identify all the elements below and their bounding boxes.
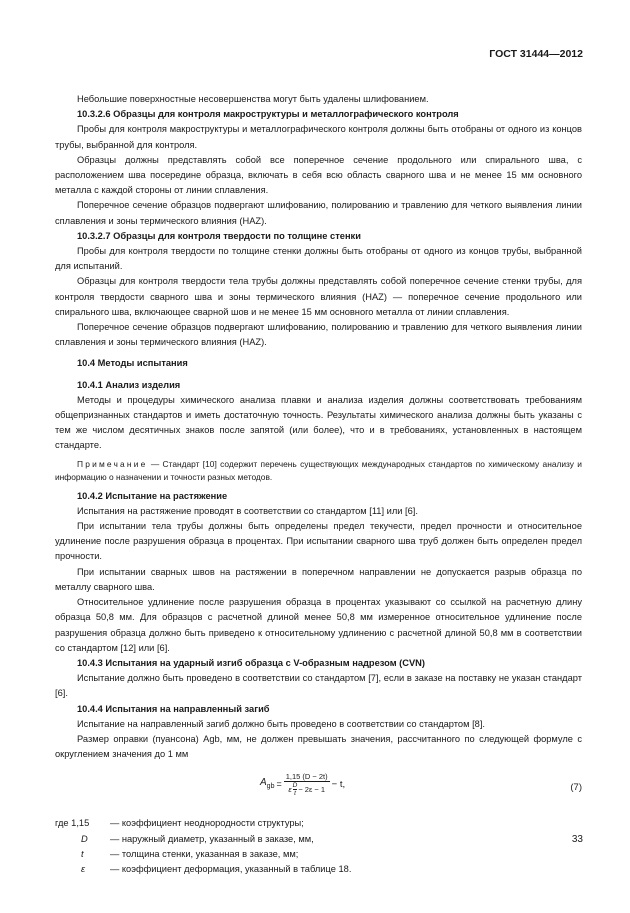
formula-tail: − t, [331, 779, 346, 791]
page-number: 33 [571, 834, 583, 845]
legend-description: — коэффициент неоднородности структуры; [110, 818, 304, 829]
legend-description: — толщина стенки, указанная в заказе, мм; [110, 848, 299, 859]
legend-symbol: ε [81, 863, 86, 874]
section-heading: 10.3.2.6 Образцы для контроля макроструктуры и металлографического контроля [77, 109, 459, 120]
body-paragraph: Методы и процедуры химического анализа плавки и анализа изделия должны соответствовать требованиям общепризнанных стандартов и иметь достаточную точность. Результаты химического анализа должны быть указаны с тем же числом десятичных знаков после запятой (или более), что и в требованиях, установленных в настоящем стандарте. [55, 394, 582, 451]
formula-number: (7) [570, 782, 582, 794]
section-heading: 10.3.2.7 Образцы для контроля твердости по толщине стенки [77, 230, 361, 241]
section-heading: 10.4.2 Испытание на растяжение [77, 490, 228, 501]
body-paragraph: Пробы для контроля макроструктуры и металлографического контроля должны быть отобраны от одного из концов трубы, выбранной для контроля. [55, 124, 582, 150]
legend-row [55, 816, 582, 831]
body-paragraph: Поперечное сечение образцов подвергают шлифованию, полированию и травлению для четкого выявления линии сплавления и зоны термического влияния (HAZ). [55, 200, 582, 226]
legend-symbol: где 1,15 [55, 818, 90, 829]
formula-legend [55, 816, 582, 877]
formula-numerator: 1,15 (D − 2t) [285, 772, 328, 782]
body-paragraph: Поперечное сечение образцов подвергают шлифованию, полированию и травлению для четкого выявления линии сплавления и зоны термического влияния (HAZ). [55, 322, 582, 348]
body-paragraph: При испытании сварных швов на растяжении в поперечном направлении не допускается разрыв образца по металлу сварного шва. [55, 566, 582, 592]
legend-symbol: D [81, 833, 88, 844]
legend-row [55, 862, 582, 877]
section-heading: 10.4.3 Испытания на ударный изгиб образца с V-образным надрезом (CVN) [77, 657, 425, 668]
body-paragraph: Небольшие поверхностные несовершенства могут быть удалены шлифованием. [77, 94, 429, 104]
legend-description: — коэффициент деформация, указанный в таблице 18. [110, 863, 352, 874]
body-paragraph: Относительное удлинение после разрушения образца в процентах указывают со ссылкой на расчетную длину образца 50,8 мм. Для образцов с расчетной длиной менее 50,8 мм измеренное относительное удлинение после разрушения образца должно быть приведено к относительному удлинению с расчетной длиной 50,8 мм в соответствии со стандартом [12] или [6]. [55, 597, 582, 653]
formula-fraction [284, 772, 330, 797]
formula-equals: = [276, 779, 282, 790]
body-paragraph: Пробы для контроля твердости по толщине стенки должны быть отобраны от одного из концов трубы, выбранной для испытаний. [55, 246, 582, 272]
legend-row [55, 832, 582, 847]
formula-denominator: ε $\frac{D}{t}$ − 2ε − 1 [288, 782, 326, 798]
formula-7 [55, 766, 582, 810]
body-paragraph: Испытание должно быть проведено в соответствии со стандартом [7], если в заказе на поставку не указан стандарт [6]. [55, 673, 582, 699]
note-text: — Стандарт [10] содержит перечень существующих международных стандартов по химическому анализу и информацию о назначении и точности разных методов. [55, 458, 582, 483]
body-paragraph: Испытание на направленный загиб должно быть проведено в соответствии со стандартом [8]. [77, 718, 485, 729]
body-paragraph: Испытания на растяжение проводят в соответствии со стандартом [11] или [6]. [77, 505, 418, 516]
formula-expression [260, 772, 345, 797]
body-paragraph: Образцы должны представлять собой все поперечное сечение продольного или спирального шва, с расположением шва посередине образца, включать в себя всю область сварного шва и не менее 15 мм основного металла с каждой стороны от линии сплавления. [55, 154, 582, 196]
note-label: Примечание [77, 458, 148, 469]
document-header: ГОСТ 31444—2012 [489, 48, 583, 60]
section-heading: 10.4.1 Анализ изделия [77, 379, 181, 390]
note-paragraph [55, 458, 582, 485]
legend-description: — наружный диаметр, указанный в заказе, мм, [110, 833, 314, 844]
body-paragraph: При испытании тела трубы должны быть определены предел текучести, предел прочности и относительное удлинение после разрушения образца в процентах. При испытании сварного шва труб должен быть определен предел прочности. [55, 521, 582, 562]
legend-symbol: t [81, 848, 84, 859]
section-heading: 10.4.4 Испытания на направленный загиб [77, 703, 270, 714]
document-body [55, 92, 582, 877]
body-paragraph: Образцы для контроля твердости тела трубы должны представлять собой поперечное сечение стенки трубы, для контроля твердости сварного шва и зоны термического влияния (HAZ) — поперечное сечение продольного или спирального шва, включающее сварной шов и не менее 15 мм основного металла от линии сплавления. [55, 276, 582, 317]
body-paragraph: Размер оправки (пуансона) Agb, мм, не должен превышать значения, рассчитанного по следующей формуле с округлением значения до 1 мм [55, 733, 582, 760]
section-heading: 10.4 Методы испытания [77, 358, 188, 369]
legend-row [55, 847, 582, 862]
formula-lhs: $A_{gb}$ [260, 777, 275, 791]
